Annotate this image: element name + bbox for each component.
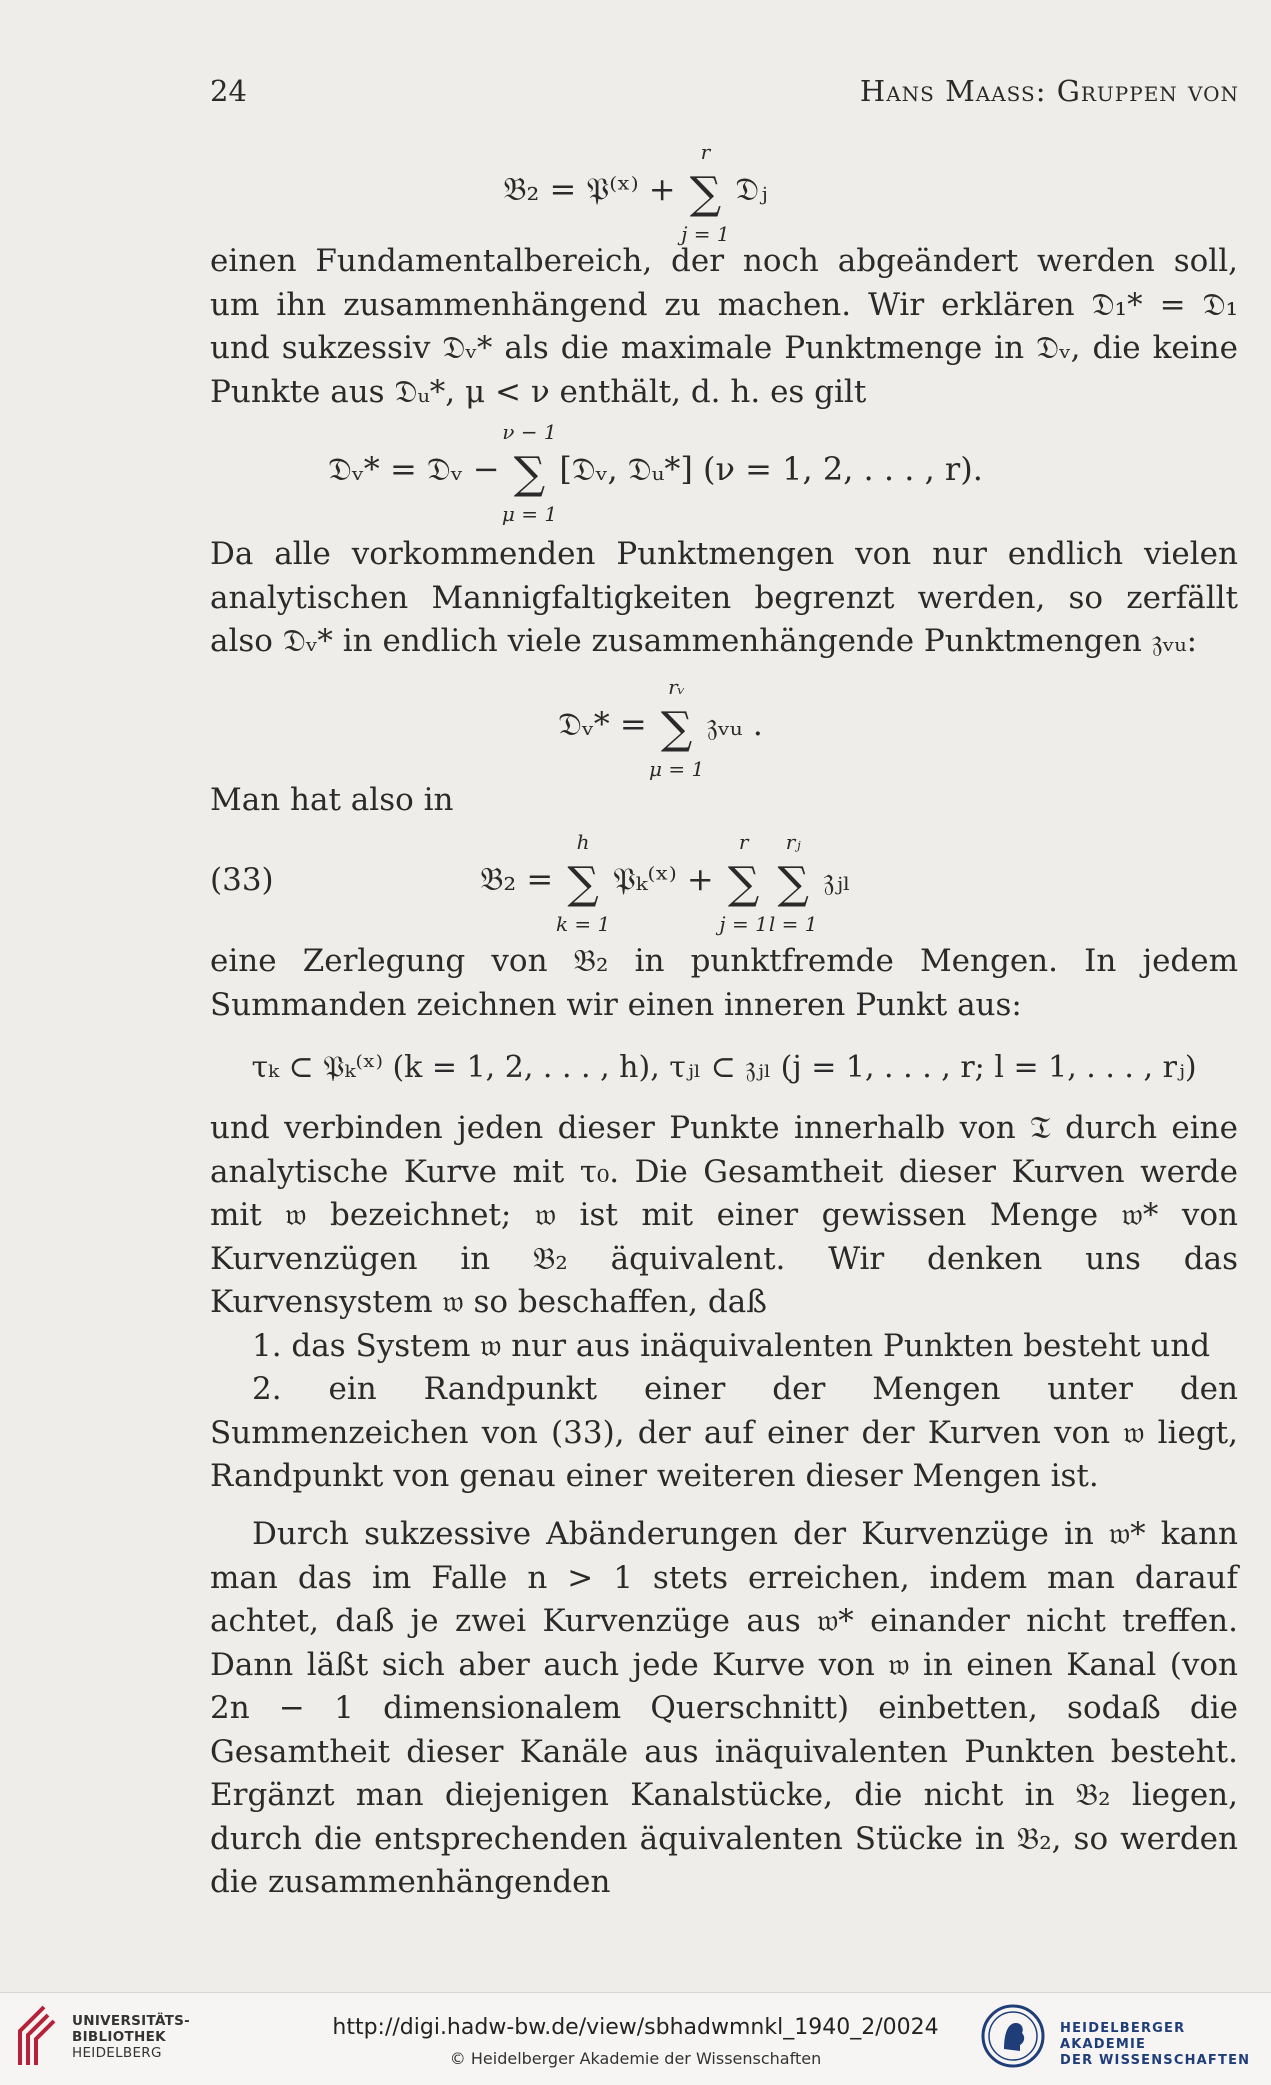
eq4-rhs: 𝔷ⱼₗ — [823, 860, 851, 898]
equation-2 — [0, 420, 1271, 526]
academy-line-2: DER WISSENSCHAFTEN — [1060, 2053, 1251, 2068]
eq4-sum1-bottom: k = 1 — [555, 912, 611, 936]
academy-line-1: HEIDELBERGER AKADEMIE — [1060, 2021, 1186, 2052]
eq4-lhs: 𝔅₂ = — [480, 860, 554, 898]
eq3-sum: ∑ rᵥ μ = 1 — [649, 675, 705, 781]
equation-5 — [210, 1046, 1238, 1090]
list-item-1: 1. das System 𝔴 nur aus inäquivalenten Punkten besteht und — [252, 1327, 1211, 1364]
eq3-lhs: 𝔇ᵥ* = — [558, 705, 647, 743]
eq1-rhs: 𝔇ⱼ — [735, 170, 768, 208]
eq4-sum2-top: r — [738, 830, 749, 854]
eq1-sum: ∑ r j = 1 — [681, 140, 730, 246]
source-url-link[interactable]: http://digi.hadw-bw.de/view/sbhadwmnkl_1940_2/0024 — [332, 2015, 939, 2040]
eq2-sum: ∑ ν − 1 μ = 1 — [501, 420, 558, 526]
eq2-lhs: 𝔇ᵥ* = 𝔇ᵥ − — [328, 450, 500, 488]
footer-bar — [0, 1992, 1271, 2085]
eq4-sum3-top: rⱼ — [785, 830, 801, 854]
eq4-sum1-top: h — [576, 830, 590, 854]
page-header — [210, 74, 1239, 114]
eq2-sum-top: ν − 1 — [502, 420, 557, 444]
equation-33 — [0, 830, 1271, 936]
paragraph-1 — [210, 240, 1238, 414]
eq3-rhs: 𝔷ᵥᵤ . — [706, 705, 763, 743]
paragraph-3 — [210, 779, 1238, 823]
eq5-text: τₖ ⊂ 𝔓ₖ⁽ˣ⁾ (k = 1, 2, . . . , h), τⱼₗ ⊂ 𝔷ⱼₗ (j = 1, . . . , r; l = 1, . . . , rⱼ) — [251, 1050, 1197, 1085]
eq3-sum-top: rᵥ — [668, 675, 686, 699]
library-line-3: HEIDELBERG — [72, 2045, 162, 2061]
eq3-sum-bottom: μ = 1 — [649, 757, 705, 781]
paragraph-2 — [210, 533, 1238, 664]
eq2-sum-bottom: μ = 1 — [501, 502, 558, 526]
copyright-notice: © Heidelberger Akademie der Wissenschaften — [449, 2049, 822, 2068]
paragraph-2-text: Da alle vorkommenden Punktmengen von nur endlich vielen analytischen Mannigfaltigkeiten begrenzt werden, so zerfällt also 𝔇ᵥ* in endlich viele zusammenhängende Punktmengen 𝔷ᵥᵤ: — [210, 536, 1238, 659]
paragraph-5 — [210, 1107, 1238, 1499]
page-number: 24 — [210, 74, 247, 108]
eq1-lhs: 𝔅₂ = 𝔓⁽ˣ⁾ + — [503, 170, 676, 208]
academy-name — [1060, 2021, 1271, 2069]
list-item-2: 2. ein Randpunkt einer der Mengen unter den Summenzeichen von (33), der auf einer der Kurven von 𝔴 liegt, Randpunkt von genau einer weiteren dieser Mengen ist. — [210, 1371, 1238, 1494]
equation-1 — [0, 140, 1271, 246]
paragraph-6 — [210, 1513, 1238, 1905]
eq4-sum-2: ∑ r j = 1 — [719, 830, 768, 936]
library-line-2: BIBLIOTHEK — [72, 2029, 166, 2045]
paragraph-4-text: eine Zerlegung von 𝔅₂ in punktfremde Mengen. In jedem Summanden zeichnen wir einen inneren Punkt aus: — [210, 943, 1238, 1023]
academy-seal-icon — [980, 2003, 1046, 2069]
eq4-mid: 𝔓ₖ⁽ˣ⁾ + — [613, 860, 714, 898]
eq4-sum-1: ∑ h k = 1 — [555, 830, 611, 936]
paragraph-4 — [210, 940, 1238, 1027]
paragraph-3-text: Man hat also in — [210, 782, 454, 818]
eq4-sum-3: ∑ rⱼ l = 1 — [768, 830, 818, 936]
eq4-sum3-bottom: l = 1 — [768, 912, 818, 936]
paragraph-5-text: und verbinden jeden dieser Punkte innerhalb von 𝔗 durch eine analytische Kurve mit τ₀. Die Gesamtheit dieser Kurven werde mit 𝔴 bezeichnet; 𝔴 ist mit einer gewissen Menge 𝔴* von Kurvenzügen in 𝔅₂ äquivalent. Wir denken uns das Kurvensystem 𝔴 so beschaffen, daß — [210, 1110, 1238, 1320]
eq1-sum-top: r — [700, 140, 711, 164]
library-line-1: UNIVERSITÄTS- — [72, 2013, 191, 2029]
equation-number-33: (33) — [210, 862, 274, 898]
eq1-sum-bottom: j = 1 — [681, 222, 730, 246]
paragraph-6-text: Durch sukzessive Abänderungen der Kurvenzüge in 𝔴* kann man das im Falle n > 1 stets erreichen, indem man darauf achtet, daß je zwei Kurvenzüge aus 𝔴* einander nicht treffen. Dann läßt sich aber auch jede Kurve von 𝔴 in einen Kanal (von 2n − 1 dimensionalem Querschnitt) einbetten, sodaß die Gesamtheit dieser Kanäle aus inäquivalenten Punkten besteht. Ergänzt man diejenigen Kanalstücke, die nicht in 𝔅₂ liegen, durch die entsprechenden äquivalenten Stücke in 𝔅₂, so werden die zusammenhängenden — [210, 1516, 1238, 1900]
eq4-sum2-bottom: j = 1 — [719, 912, 768, 936]
eq2-rhs: [𝔇ᵥ, 𝔇ᵤ*] (ν = 1, 2, . . . , r). — [559, 450, 983, 488]
paragraph-1-text: einen Fundamentalbereich, der noch abgeändert werden soll, um ihn zusammenhängend zu machen. Wir erklären 𝔇₁* = 𝔇₁ und sukzessiv 𝔇ᵥ* als die maximale Punktmenge in 𝔇ᵥ, die keine Punkte aus 𝔇ᵤ*, μ < ν enthält, d. h. es gilt — [210, 243, 1238, 410]
equation-3 — [0, 675, 1271, 781]
running-title: Hans Maass: Gruppen von — [859, 74, 1239, 108]
